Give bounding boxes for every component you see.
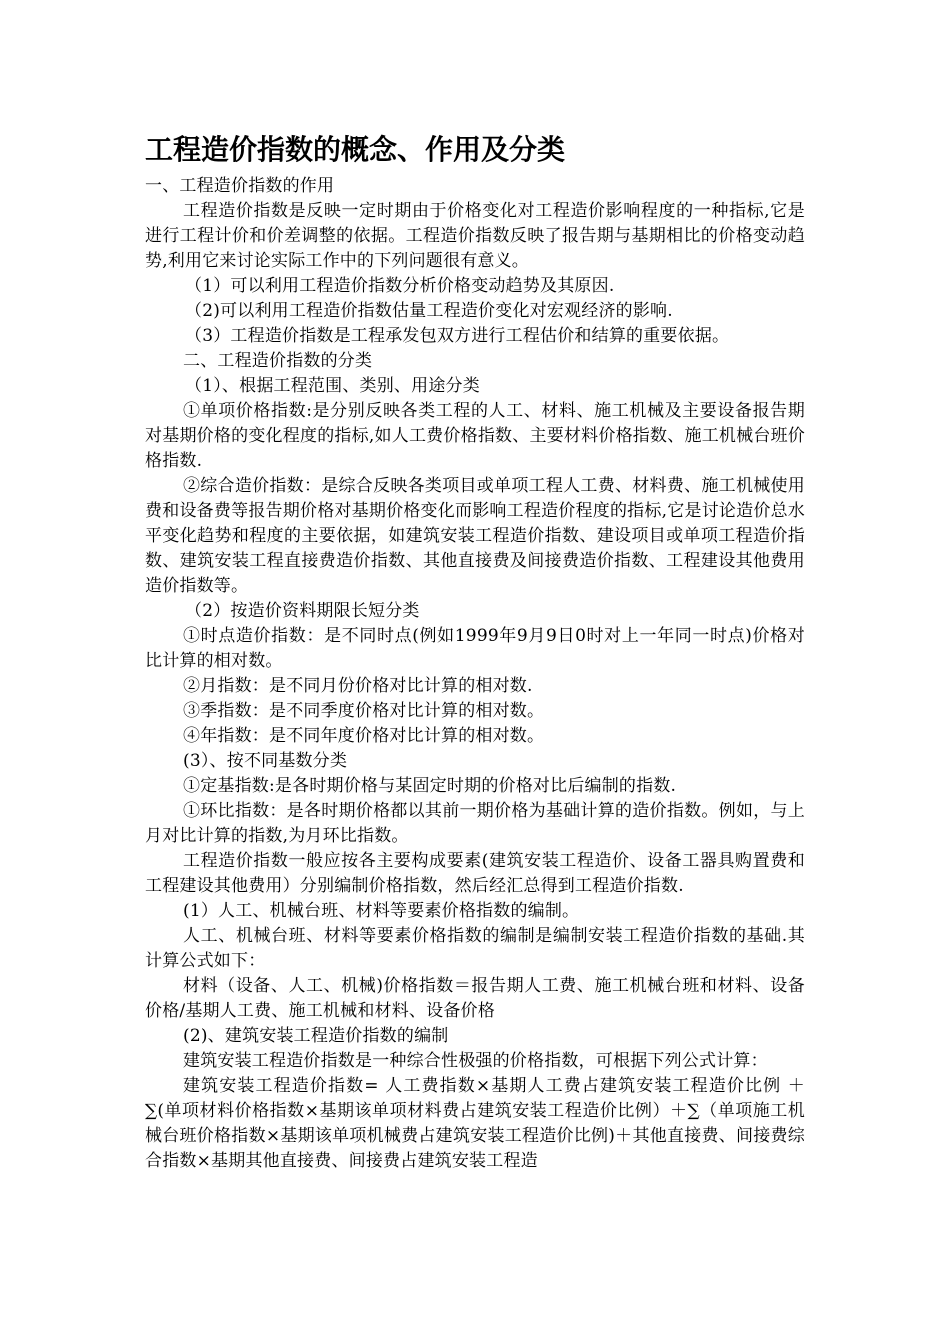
paragraph: 建筑安装工程造价指数是一种综合性极强的价格指数，可根据下列公式计算： xyxy=(183,1051,768,1071)
document-page xyxy=(145,132,805,1174)
paragraph: 人工、机械台班、材料等要素价格指数的编制是编制安装工程造价指数的基础.其计算公式如下： xyxy=(145,926,805,971)
paragraph: 工程造价指数是反映一定时期由于价格变化对工程造价影响程度的一种指标,它是进行工程计价和价差调整的依据。工程造价指数反映了报告期与基期相比的价格变动趋势,利用它来讨论实际工作中的下列问题很有意义。 xyxy=(145,201,805,271)
paragraph: （1）、根据工程范围、类别、用途分类 xyxy=(185,376,480,396)
paragraph: 二、工程造价指数的分类 xyxy=(183,351,373,371)
paragraph: ①定基指数:是各时期价格与某固定时期的价格对比后编制的指数. xyxy=(183,776,677,796)
paragraph: ④年指数：是不同年度价格对比计算的相对数。 xyxy=(183,726,545,746)
paragraph: （2）按造价资料期限长短分类 xyxy=(185,601,420,621)
paragraph: ②月指数：是不同月份价格对比计算的相对数. xyxy=(183,676,533,696)
paragraph: 工程造价指数一般应按各主要构成要素(建筑安装工程造价、设备工器具购置费和工程建设其他费用）分别编制价格指数，然后经汇总得到工程造价指数. xyxy=(145,851,805,896)
paragraph: （2)可以利用工程造价指数估量工程造价变化对宏观经济的影响. xyxy=(185,301,673,321)
paragraph: ①单项价格指数:是分别反映各类工程的人工、材料、施工机械及主要设备报告期对基期价格的变化程度的指标,如人工费价格指数、主要材料价格指数、施工机械台班价格指数. xyxy=(145,401,805,471)
paragraph: 一、工程造价指数的作用 xyxy=(145,176,335,196)
paragraph: ③季指数：是不同季度价格对比计算的相对数。 xyxy=(183,701,545,721)
paragraph: 建筑安装工程造价指数= 人工费指数×基期人工费占建筑安装工程造价比例 ＋∑(单项材料价格指数×基期该单项材料费占建筑安装工程造价比例）＋∑（单项施工机械台班价格指数×基期该单项机械费占建筑安装工程造价比例)＋其他直接费、间接费综合指数×基期其他直接费、间接费占建筑安装工程造 xyxy=(145,1076,805,1171)
paragraph: (1）人工、机械台班、材料等要素价格指数的编制。 xyxy=(183,901,580,921)
paragraph: （3）工程造价指数是工程承发包双方进行工程估价和结算的重要依据。 xyxy=(185,326,730,346)
paragraph: ①时点造价指数：是不同时点(例如1999年9月9日0时对上一年同一时点)价格对比计算的相对数。 xyxy=(145,626,805,671)
paragraph: ②综合造价指数：是综合反映各类项目或单项工程人工费、材料费、施工机械使用费和设备费等报告期价格对基期价格变化而影响工程造价程度的指标,它是讨论造价总水平变化趋势和程度的主要依据，如建筑安装工程造价指数、建设项目或单项工程造价指数、建筑安装工程直接费造价指数、其他直接费及间接费造价指数、工程建设其他费用造价指数等。 xyxy=(145,476,805,596)
paragraph: (2)、建筑安装工程造价指数的编制 xyxy=(183,1026,449,1046)
page-title: 工程造价指数的概念、作用及分类 xyxy=(145,133,566,166)
paragraph: (3）、按不同基数分类 xyxy=(183,751,348,771)
paragraph: 材料（设备、人工、机械)价格指数＝报告期人工费、施工机械台班和材料、设备价格/基期人工费、施工机械和材料、设备价格 xyxy=(145,976,805,1021)
paragraph: ①环比指数：是各时期价格都以其前一期价格为基础计算的造价指数。例如，与上月对比计算的指数,为月环比指数。 xyxy=(145,801,805,846)
document-body xyxy=(145,174,805,1174)
paragraph: （1）可以利用工程造价指数分析价格变动趋势及其原因. xyxy=(185,276,615,296)
